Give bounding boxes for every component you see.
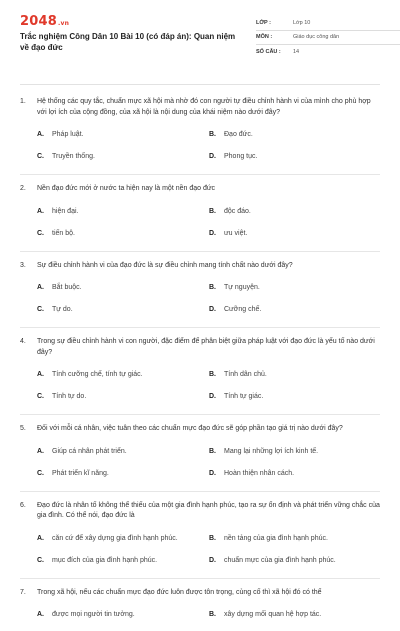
option-letter: C. (37, 391, 52, 402)
answer-option[interactable] (209, 555, 381, 566)
option-letter: C. (37, 555, 52, 566)
option-letter: D. (209, 468, 224, 479)
question-stem (20, 97, 380, 118)
question-item (20, 337, 380, 415)
question-stem (20, 501, 380, 522)
answer-option[interactable] (37, 129, 209, 140)
option-letter: D. (209, 391, 224, 402)
answer-option[interactable] (209, 609, 381, 620)
option-text: Tính tự do. (52, 391, 86, 402)
question-text: Nền đạo đức mới ở nước ta hiện nay là một nền đạo đức (37, 184, 380, 195)
question-number: 2. (20, 184, 37, 195)
answer-option[interactable] (209, 533, 381, 544)
option-text: xây dựng mối quan hệ hợp tác. (224, 609, 321, 620)
answer-option[interactable] (209, 446, 381, 457)
option-text: Tính cưỡng chế, tính tự giác. (52, 369, 143, 380)
meta-key: MÔN : (256, 34, 293, 40)
answer-options (37, 282, 380, 326)
option-text: Hoàn thiện nhân cách. (224, 468, 294, 479)
answer-option[interactable] (37, 369, 209, 380)
answer-options (37, 369, 380, 413)
question-item (20, 261, 380, 329)
answer-option[interactable] (37, 151, 209, 162)
option-letter: B. (209, 446, 224, 457)
option-text: Tính dân chủ. (224, 369, 267, 380)
option-letter: C. (37, 151, 52, 162)
question-item (20, 501, 380, 579)
option-letter: A. (37, 609, 52, 620)
header-divider (20, 84, 380, 85)
question-text: Đối với mỗi cá nhân, việc tuân theo các chuẩn mực đạo đức sẽ góp phần tạo giá trị nào dưới đây? (37, 424, 380, 435)
option-text: được mọi người tin tưởng. (52, 609, 135, 620)
option-text: Đạo đức. (224, 129, 253, 140)
option-text: Tự do. (52, 304, 73, 315)
question-item (20, 184, 380, 252)
option-text: Pháp luật. (52, 129, 84, 140)
option-letter: A. (37, 129, 52, 140)
question-number: 6. (20, 501, 37, 522)
option-text: tiến bộ. (52, 228, 75, 239)
answer-option[interactable] (37, 228, 209, 239)
question-number: 1. (20, 97, 37, 118)
answer-option[interactable] (37, 468, 209, 479)
question-number: 4. (20, 337, 37, 358)
worksheet-meta (256, 16, 400, 60)
question-divider (20, 491, 380, 492)
answer-option[interactable] (209, 369, 381, 380)
answer-options (37, 609, 380, 631)
question-stem (20, 424, 380, 435)
option-letter: C. (37, 468, 52, 479)
question-item (20, 588, 380, 631)
answer-option[interactable] (209, 129, 381, 140)
option-letter: B. (209, 282, 224, 293)
meta-value: Giáo dục công dân (293, 34, 339, 40)
option-text: mục đích của gia đình hạnh phúc. (52, 555, 157, 566)
answer-option[interactable] (209, 228, 381, 239)
option-text: Phát triển kĩ năng. (52, 468, 109, 479)
option-letter: B. (209, 129, 224, 140)
question-item (20, 424, 380, 492)
site-logo[interactable]: 2048.vn (20, 14, 69, 29)
question-text: Hệ thống các quy tắc, chuẩn mực xã hội mà nhờ đó con người tự điều chỉnh hành vi của mình cho phù hợp với lợi ích của cộng đồng, của xã hội là nội dung của khái niệm nào dưới đây? (37, 97, 380, 118)
answer-option[interactable] (37, 206, 209, 217)
option-letter: A. (37, 206, 52, 217)
worksheet-header (20, 14, 380, 76)
option-letter: B. (209, 369, 224, 380)
option-letter: B. (209, 609, 224, 620)
answer-option[interactable] (37, 282, 209, 293)
question-divider (20, 414, 380, 415)
option-letter: A. (37, 533, 52, 544)
question-stem (20, 588, 380, 599)
question-stem (20, 261, 380, 272)
option-text: Cưỡng chế. (224, 304, 261, 315)
question-text: Sự điều chỉnh hành vi của đạo đức là sự điều chỉnh mang tính chất nào dưới đây? (37, 261, 380, 272)
option-letter: D. (209, 304, 224, 315)
answer-option[interactable] (37, 391, 209, 402)
question-number: 7. (20, 588, 37, 599)
answer-option[interactable] (209, 282, 381, 293)
option-text: căn cứ để xây dựng gia đình hạnh phúc. (52, 533, 178, 544)
meta-row-subject (256, 31, 400, 46)
question-item (20, 97, 380, 175)
option-text: nền tảng của gia đình hạnh phúc. (224, 533, 328, 544)
meta-value: Lớp 10 (293, 20, 310, 26)
answer-option[interactable] (209, 151, 381, 162)
option-letter: D. (209, 228, 224, 239)
option-letter: B. (209, 206, 224, 217)
option-letter: D. (209, 555, 224, 566)
answer-option[interactable] (209, 468, 381, 479)
question-number: 5. (20, 424, 37, 435)
option-text: độc đáo. (224, 206, 251, 217)
answer-option[interactable] (37, 446, 209, 457)
option-text: Truyền thống. (52, 151, 95, 162)
answer-option[interactable] (37, 555, 209, 566)
option-text: Tự nguyện. (224, 282, 260, 293)
meta-row-grade (256, 16, 400, 31)
meta-value: 14 (293, 49, 299, 55)
option-letter: D. (209, 151, 224, 162)
answer-options (37, 206, 380, 250)
question-number: 3. (20, 261, 37, 272)
question-stem (20, 184, 380, 195)
worksheet-title: Trắc nghiệm Công Dân 10 Bài 10 (có đáp án): Quan niệm về đạo đức (20, 32, 238, 53)
question-text: Đạo đức là nhân tố không thể thiếu của một gia đình hạnh phúc, tạo ra sự ổn định và phát triển vững chắc của gia đình. Có thể nói, đạo đức là (37, 501, 380, 522)
question-divider (20, 251, 380, 252)
option-text: Tính tự giác. (224, 391, 263, 402)
option-text: Giúp cá nhân phát triển. (52, 446, 127, 457)
meta-key: SỐ CÂU : (256, 49, 293, 55)
meta-key: LỚP : (256, 20, 293, 26)
option-text: chuẩn mực của gia đình hạnh phúc. (224, 555, 336, 566)
option-text: Phong tục. (224, 151, 257, 162)
question-text: Trong sự điều chỉnh hành vi con người, đặc điểm để phân biệt giữa pháp luật với đạo đức là yếu tố nào dưới đây? (37, 337, 380, 358)
answer-option[interactable] (37, 609, 209, 620)
option-letter: A. (37, 369, 52, 380)
question-divider (20, 174, 380, 175)
answer-options (37, 129, 380, 173)
answer-option[interactable] (209, 391, 381, 402)
option-letter: B. (209, 533, 224, 544)
option-text: Mang lại những lợi ích kinh tế. (224, 446, 318, 457)
answer-option[interactable] (209, 206, 381, 217)
option-text: Bắt buộc. (52, 282, 82, 293)
answer-options (37, 446, 380, 490)
question-text: Trong xã hội, nếu các chuẩn mực đạo đức luôn được tôn trọng, củng cố thì xã hội đó có thể (37, 588, 380, 599)
question-list (20, 97, 380, 631)
option-letter: C. (37, 304, 52, 315)
option-text: ưu việt. (224, 228, 247, 239)
answer-options (37, 533, 380, 577)
option-letter: A. (37, 446, 52, 457)
answer-option[interactable] (37, 304, 209, 315)
option-letter: C. (37, 228, 52, 239)
question-divider (20, 327, 380, 328)
option-text: hiện đại. (52, 206, 78, 217)
question-stem (20, 337, 380, 358)
question-divider (20, 578, 380, 579)
answer-option[interactable] (37, 533, 209, 544)
meta-row-count (256, 45, 400, 60)
option-letter: A. (37, 282, 52, 293)
answer-option[interactable] (209, 304, 381, 315)
